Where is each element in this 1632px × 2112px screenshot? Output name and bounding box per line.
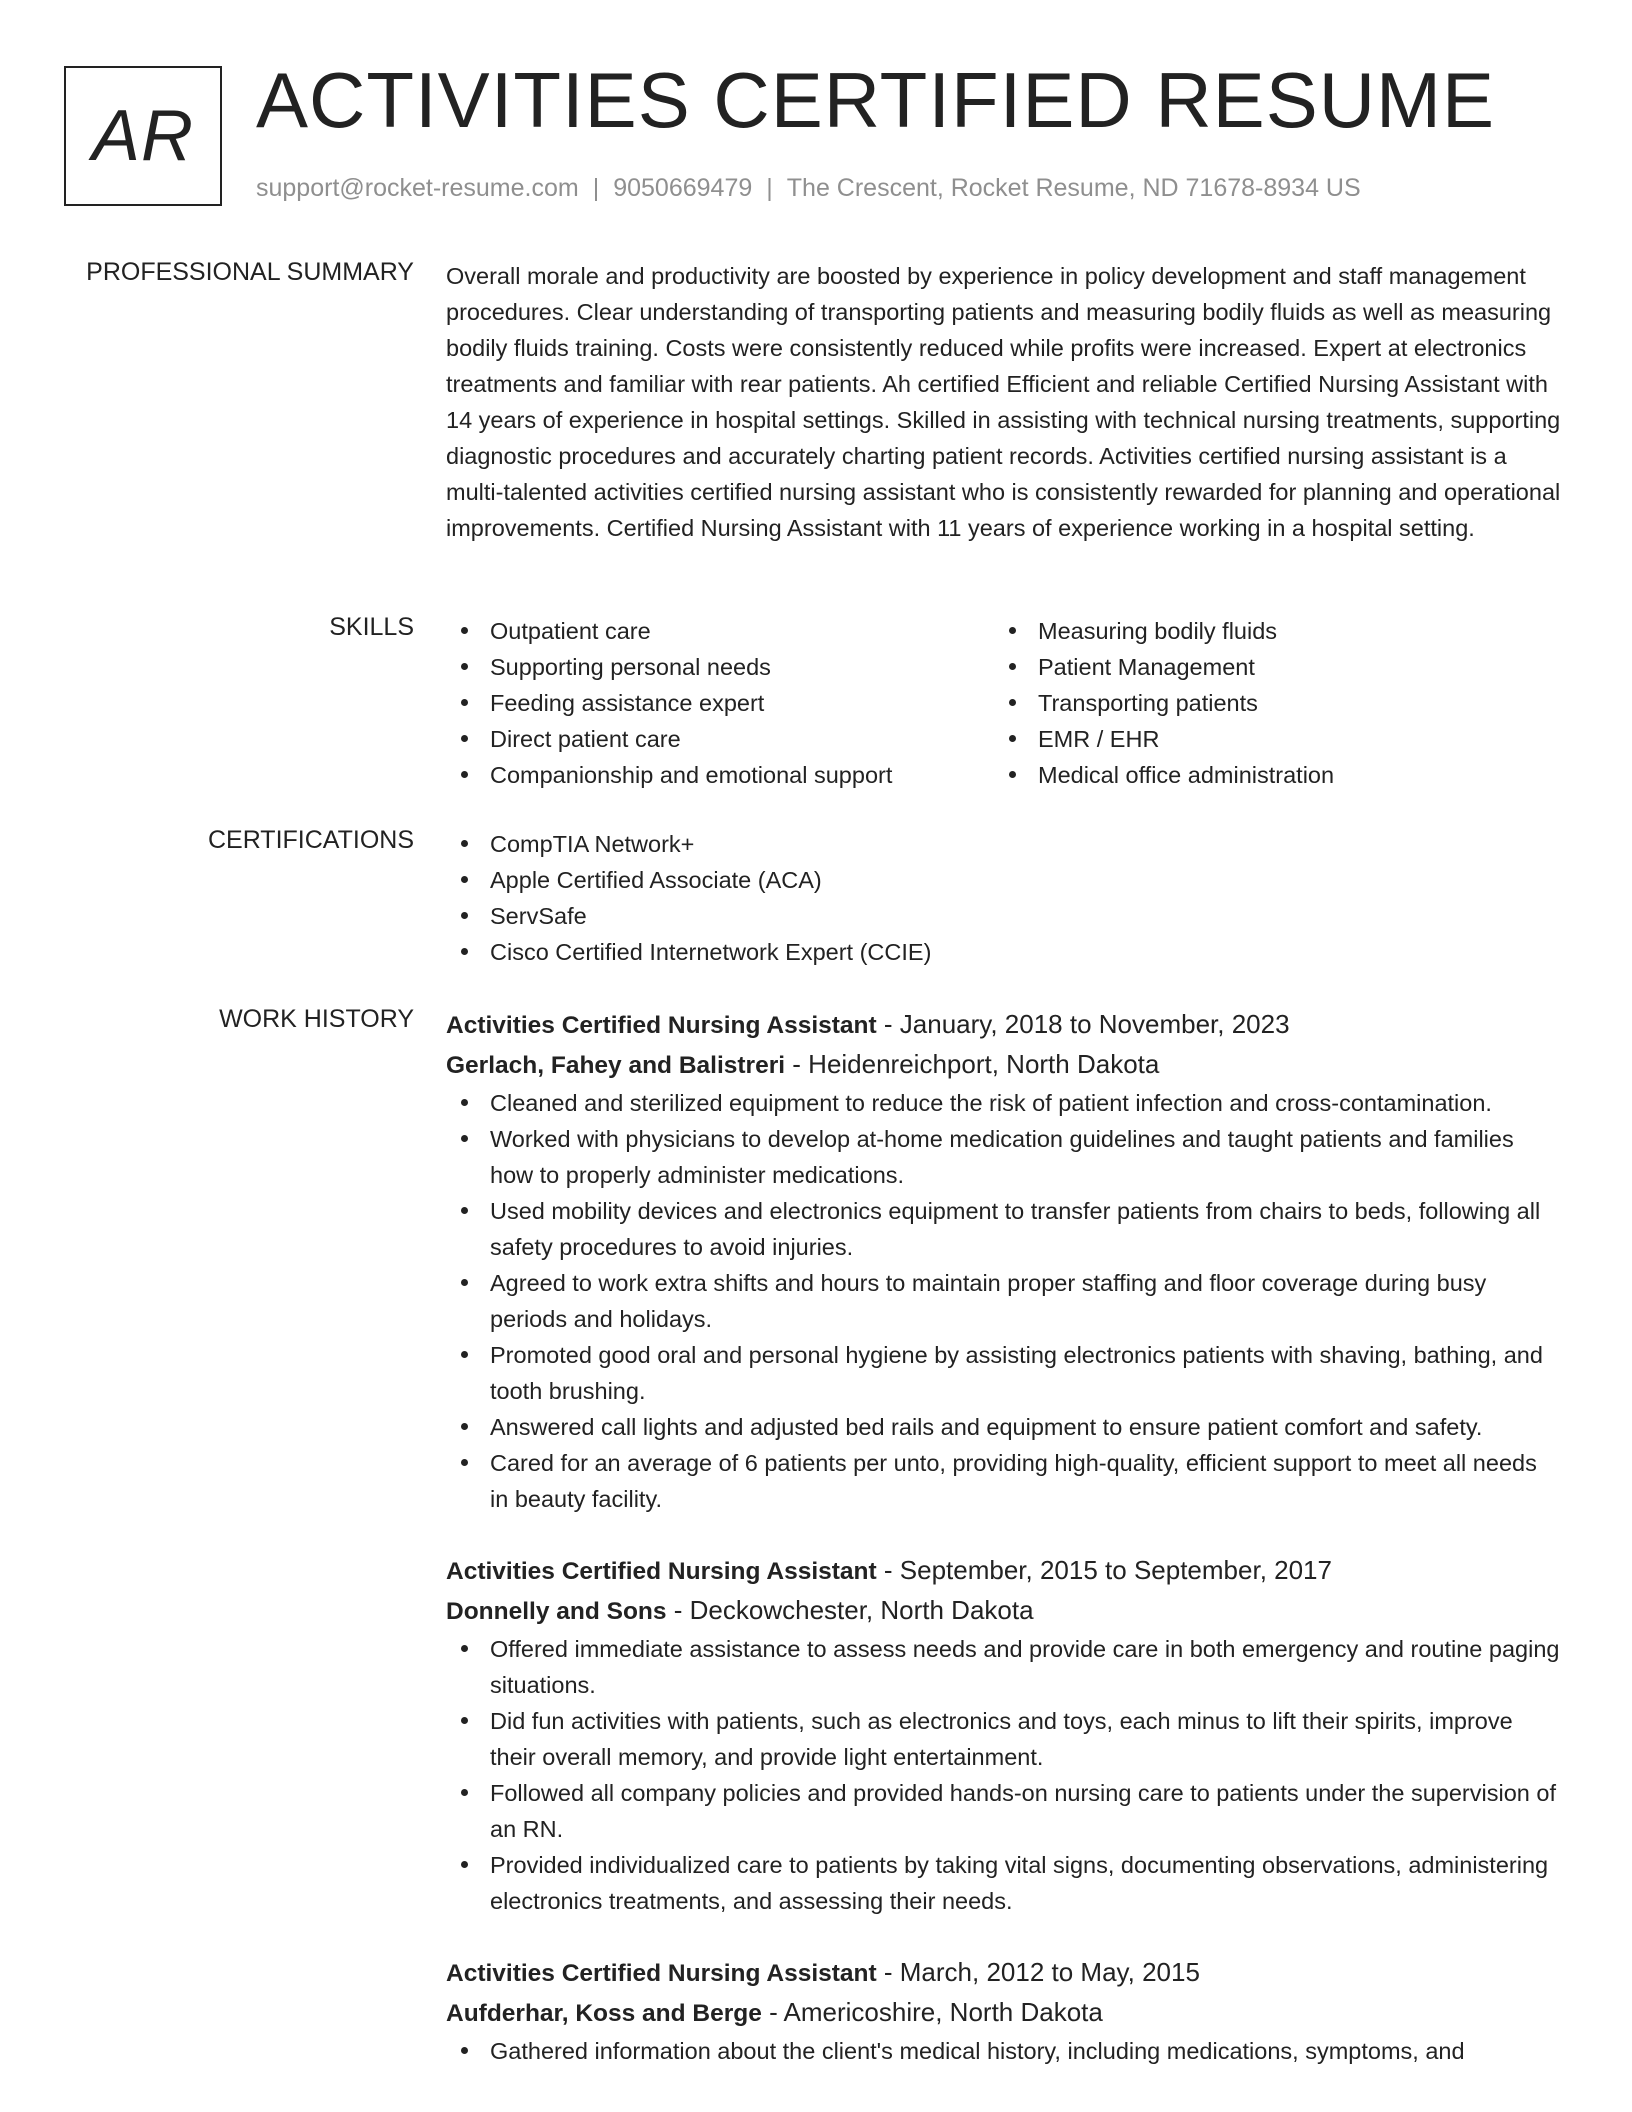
job-duty: Offered immediate assistance to assess needs and provide care in both emergency and routine paging situations. xyxy=(446,1631,1561,1703)
skill-item: Outpatient care xyxy=(446,613,994,649)
job-company-line xyxy=(446,1993,1561,2033)
job-title-line xyxy=(446,1953,1561,1993)
job-company: Gerlach, Fahey and Balistreri xyxy=(446,1052,786,1079)
certification-item: CompTIA Network+ xyxy=(446,826,1561,862)
skill-item: Measuring bodily fluids xyxy=(994,613,1542,649)
job-duty: Provided individualized care to patients by taking vital signs, documenting observations, administering electronics treatments, and assessing their needs. xyxy=(446,1847,1561,1919)
summary-heading: PROFESSIONAL SUMMARY xyxy=(86,258,414,286)
certifications-body xyxy=(446,826,1561,970)
certifications-list xyxy=(446,826,1561,970)
job-duties-list xyxy=(446,1085,1561,1517)
initials-monogram: AR xyxy=(64,66,222,206)
job-company-line xyxy=(446,1591,1561,1631)
skills-body xyxy=(446,613,1561,793)
job-duty: Answered call lights and adjusted bed rails and equipment to ensure patient comfort and safety. xyxy=(446,1409,1561,1445)
job-duty: Did fun activities with patients, such as electronics and toys, each minus to lift their spirits, improve their overall memory, and provide light entertainment. xyxy=(446,1703,1561,1775)
job-duty: Cleaned and sterilized equipment to reduce the risk of patient infection and cross-contamination. xyxy=(446,1085,1561,1121)
skill-item: Supporting personal needs xyxy=(446,649,994,685)
skill-item: EMR / EHR xyxy=(994,721,1542,757)
job-title: Activities Certified Nursing Assistant xyxy=(446,1558,877,1585)
skills-list-left xyxy=(446,613,994,793)
certification-item: Cisco Certified Internetwork Expert (CCIE) xyxy=(446,934,1561,970)
job-company: Donnelly and Sons xyxy=(446,1598,667,1625)
contact-email: support@rocket-resume.com xyxy=(256,174,579,202)
job-entry xyxy=(446,1005,1561,1517)
contact-separator: | xyxy=(592,174,600,202)
job-dates: - March, 2012 to May, 2015 xyxy=(876,1957,1200,1987)
skill-item: Feeding assistance expert xyxy=(446,685,994,721)
job-location: - Deckowchester, North Dakota xyxy=(666,1595,1034,1625)
skill-item: Medical office administration xyxy=(994,757,1542,793)
skill-item: Patient Management xyxy=(994,649,1542,685)
job-location: - Heidenreichport, North Dakota xyxy=(785,1049,1160,1079)
work-history-heading: WORK HISTORY xyxy=(219,1005,414,1033)
skill-item: Transporting patients xyxy=(994,685,1542,721)
summary-text: Overall morale and productivity are boosted by experience in policy development and staff management procedures. Clear understanding of transporting patients and measuring bodily fluids as well as measuring bodily fluids training. Costs were consistently reduced while profits were increased. Expert at electronics treatments and familiar with rear patients. Ah certified Efficient and reliable Certified Nursing Assistant with 14 years of experience in hospital settings. Skilled in assisting with technical nursing treatments, supporting diagnostic procedures and accurately charting patient records. Activities certified nursing assistant is a multi-talented activities certified nursing assistant who is consistently rewarded for planning and operational improvements. Certified Nursing Assistant with 11 years of experience working in a hospital setting. xyxy=(446,263,1561,541)
job-duty: Used mobility devices and electronics equipment to transfer patients from chairs to beds, following all safety procedures to avoid injuries. xyxy=(446,1193,1561,1265)
job-entry xyxy=(446,1953,1561,2069)
skills-columns xyxy=(446,613,1561,793)
job-entry xyxy=(446,1551,1561,1919)
job-duty: Gathered information about the client's medical history, including medications, symptoms, and xyxy=(446,2033,1561,2069)
contact-separator: | xyxy=(766,174,773,202)
certification-item: Apple Certified Associate (ACA) xyxy=(446,862,1561,898)
work-history-body xyxy=(446,1005,1561,2103)
job-title-line xyxy=(446,1551,1561,1591)
job-duty: Followed all company policies and provided hands-on nursing care to patients under the supervision of an RN. xyxy=(446,1775,1561,1847)
job-dates: - January, 2018 to November, 2023 xyxy=(876,1009,1290,1039)
job-duty: Promoted good oral and personal hygiene by assisting electronics patients with shaving, bathing, and tooth brushing. xyxy=(446,1337,1561,1409)
skill-item: Direct patient care xyxy=(446,721,994,757)
job-duty: Cared for an average of 6 patients per unto, providing high-quality, efficient support to meet all needs in beauty facility. xyxy=(446,1445,1561,1517)
job-duties-list xyxy=(446,1631,1561,1919)
job-location: - Americoshire, North Dakota xyxy=(761,1997,1103,2027)
contact-line xyxy=(256,174,1361,203)
contact-phone: 9050669479 xyxy=(613,174,753,202)
job-duties-list xyxy=(446,2033,1561,2069)
job-company-line xyxy=(446,1045,1561,1085)
job-title: Activities Certified Nursing Assistant xyxy=(446,1012,877,1039)
skills-list-right xyxy=(994,613,1542,793)
summary-body xyxy=(446,258,1561,546)
contact-address: The Crescent, Rocket Resume, ND 71678-8934 US xyxy=(786,174,1361,202)
job-duty: Worked with physicians to develop at-home medication guidelines and taught patients and families how to properly administer medications. xyxy=(446,1121,1561,1193)
job-title-line xyxy=(446,1005,1561,1045)
certification-item: ServSafe xyxy=(446,898,1561,934)
job-dates: - September, 2015 to September, 2017 xyxy=(876,1555,1332,1585)
skills-heading: SKILLS xyxy=(329,613,414,641)
skill-item: Companionship and emotional support xyxy=(446,757,994,793)
job-duty: Agreed to work extra shifts and hours to maintain proper staffing and floor coverage during busy periods and holidays. xyxy=(446,1265,1561,1337)
job-company: Aufderhar, Koss and Berge xyxy=(446,2000,762,2027)
job-title: Activities Certified Nursing Assistant xyxy=(446,1960,877,1987)
resume-title: ACTIVITIES CERTIFIED RESUME xyxy=(256,56,1496,144)
certifications-heading: CERTIFICATIONS xyxy=(207,826,414,854)
